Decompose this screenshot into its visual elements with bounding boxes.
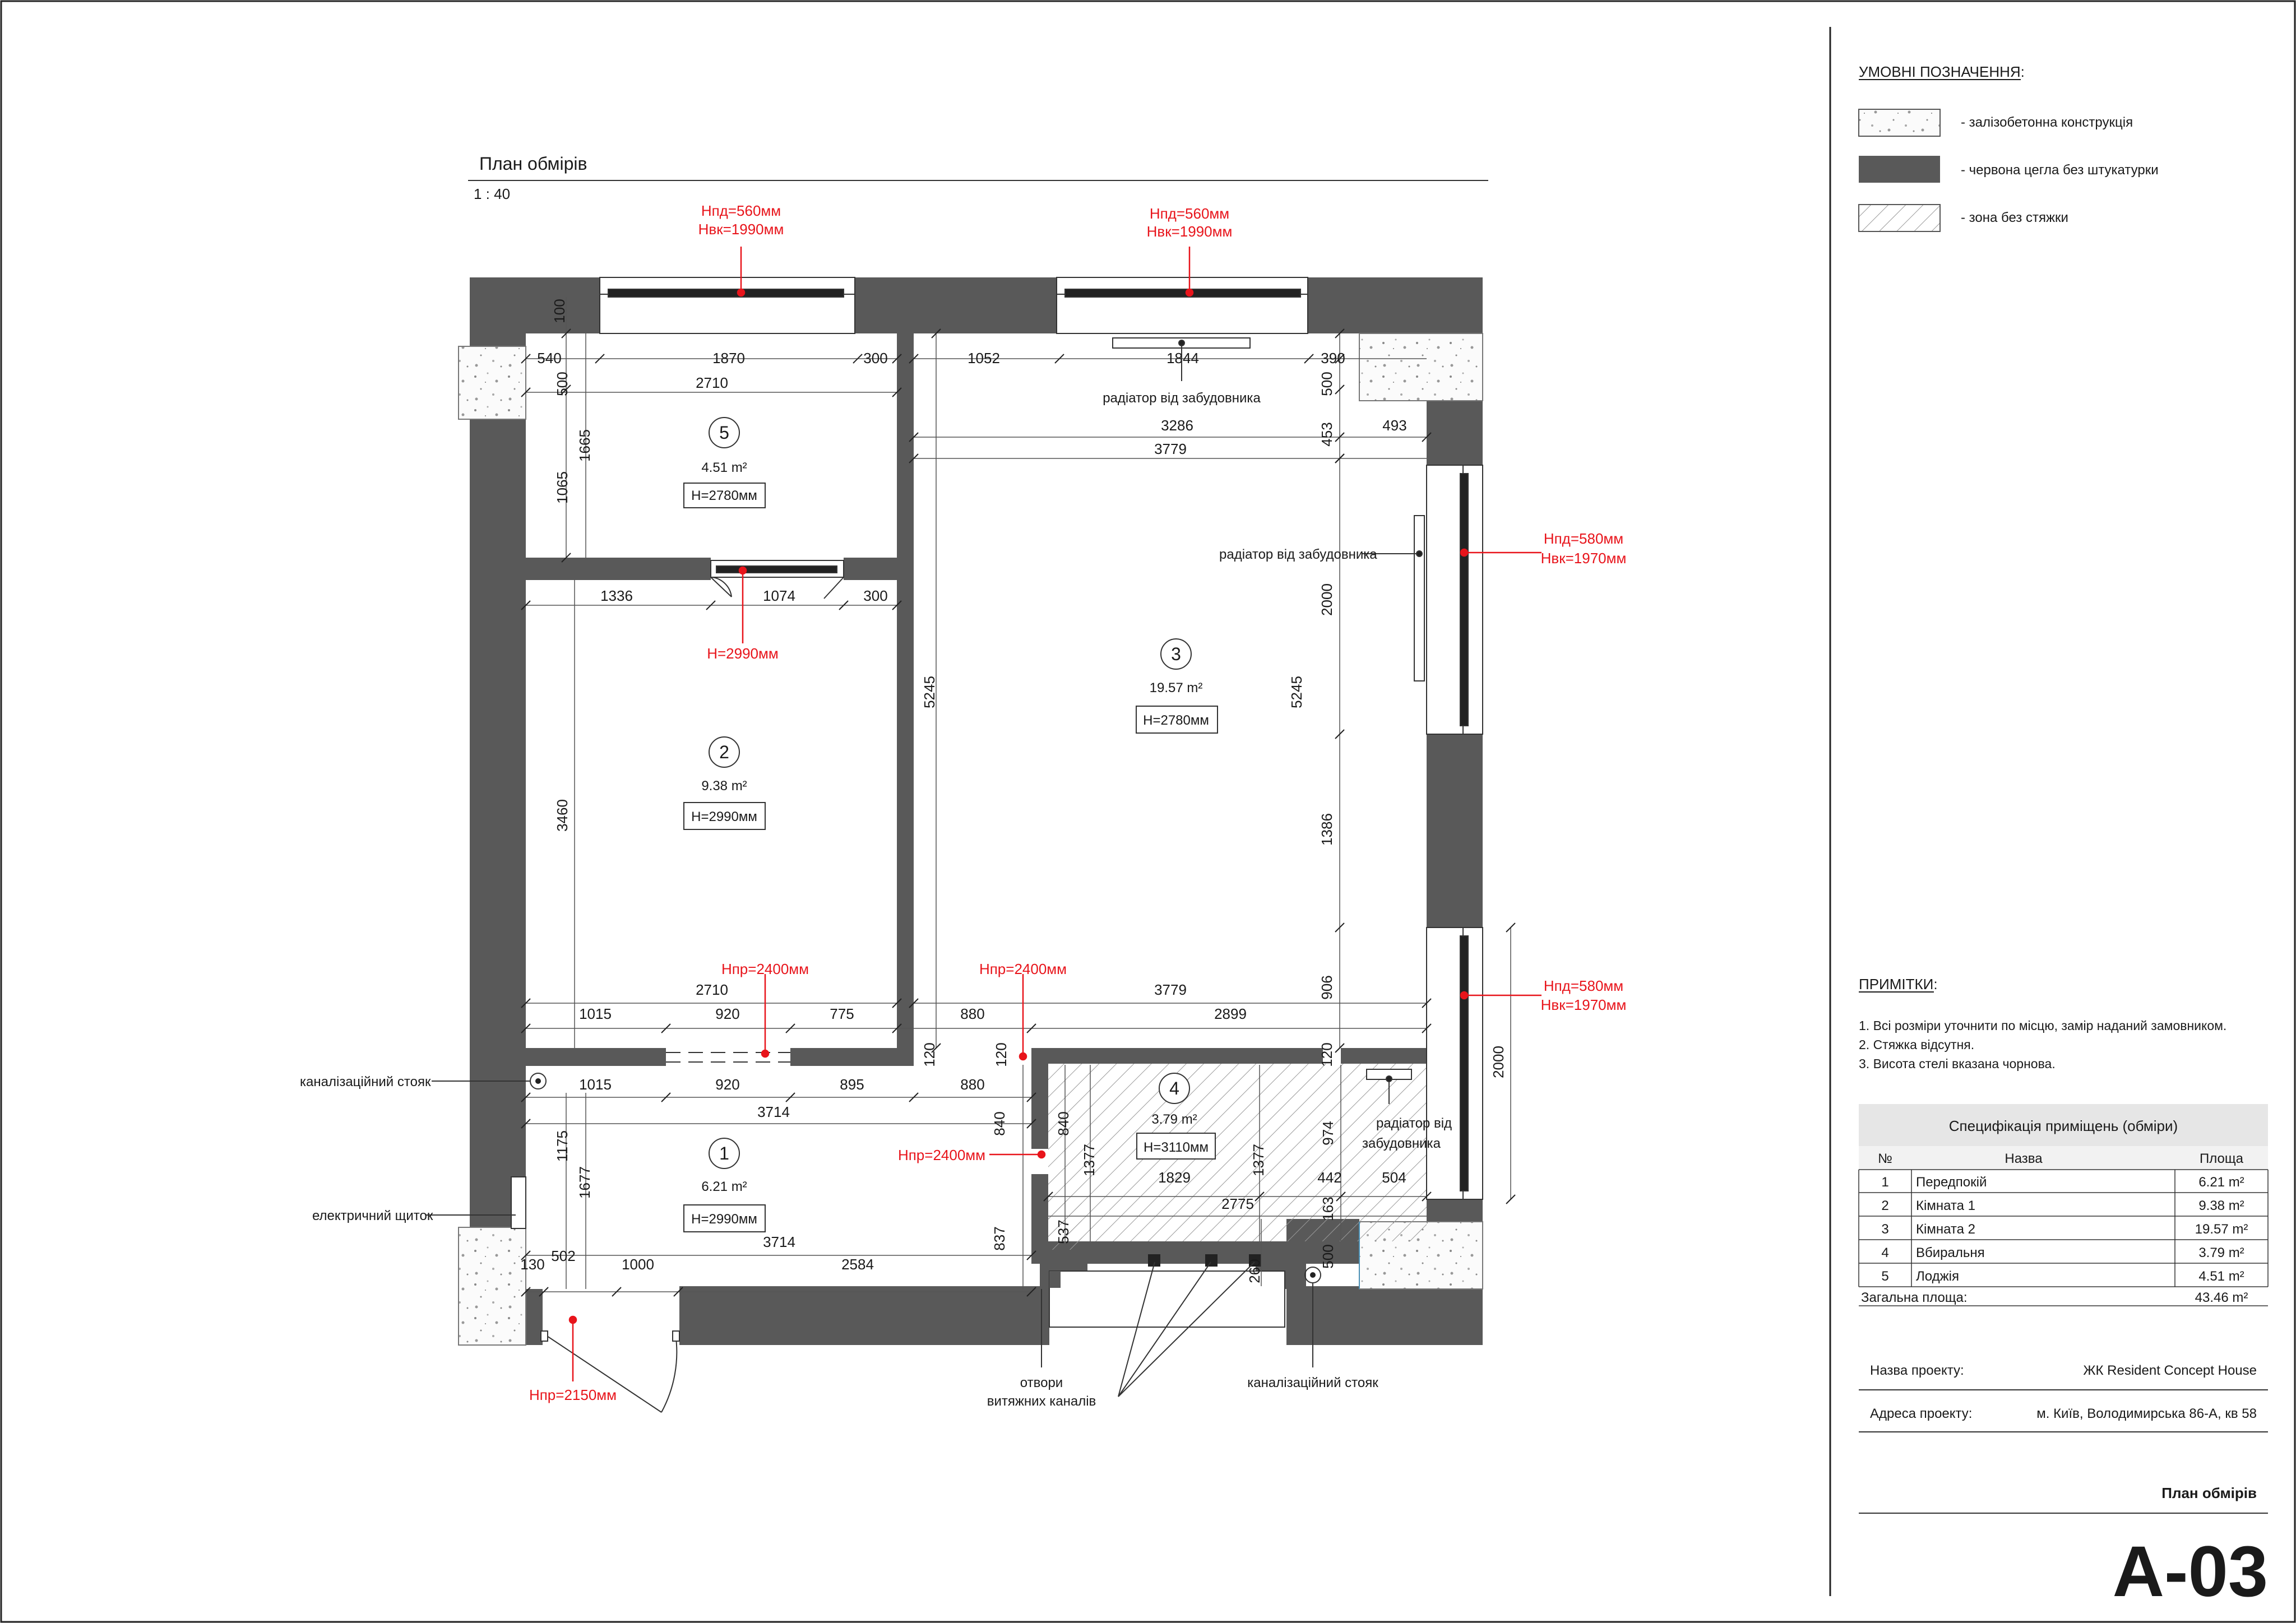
dim-label: 1052 [968, 350, 1000, 367]
spec-header: Назва [2005, 1151, 2043, 1166]
dim-label: 2710 [696, 374, 728, 391]
dim-label: 500 [1318, 372, 1335, 396]
dim-label: 1015 [579, 1076, 612, 1093]
dim-label: 163 [1320, 1197, 1336, 1221]
dim-label: 5245 [1288, 676, 1305, 708]
dim-label: 920 [715, 1076, 740, 1093]
spec-cell: 1 [1881, 1175, 1889, 1190]
dim-label: 130 [520, 1256, 545, 1273]
dim-label: 3779 [1154, 981, 1187, 998]
room-spec-table [1859, 1104, 2268, 1306]
door-height: Нпр=2400мм [979, 961, 1067, 977]
dim-label: 540 [537, 350, 562, 367]
door-height: Нпр=2400мм [721, 961, 809, 977]
dim-label: 1336 [600, 587, 633, 604]
room-height: H=2990мм [691, 1212, 757, 1227]
sheet-code: A-03 [2112, 1532, 2268, 1612]
dim-label: 1665 [576, 429, 593, 462]
dim-label: 100 [551, 299, 568, 323]
dim-label: 775 [830, 1005, 854, 1022]
dim-label: 920 [715, 1005, 740, 1022]
dim-label: 880 [960, 1005, 985, 1022]
legend-title: УМОВНІ ПОЗНАЧЕННЯ: [1859, 63, 2025, 80]
door-height: Нпр=2150мм [529, 1386, 617, 1403]
room-area: 9.38 m² [701, 778, 747, 794]
dim-label: 2584 [841, 1256, 874, 1273]
dim-label: 1844 [1166, 350, 1199, 367]
room-number: 1 [719, 1143, 729, 1163]
dim-label: 537 [1055, 1219, 1072, 1244]
room-height: H=2780мм [1143, 713, 1209, 728]
dim-label: 120 [1318, 1042, 1335, 1067]
dim-label: 442 [1317, 1169, 1342, 1186]
window-sill-height: Нпд=580мм [1543, 977, 1624, 994]
vent-label: отвори [1020, 1375, 1063, 1390]
room-area: 19.57 m² [1149, 680, 1203, 695]
spec-cell: 5 [1881, 1269, 1889, 1284]
window-sill-height: Нпд=580мм [1543, 530, 1624, 547]
sheet-title: План обмірів [2161, 1485, 2257, 1501]
dim-label: 500 [1320, 1244, 1336, 1269]
dim-label: 895 [840, 1076, 864, 1093]
dim-label: 1377 [1250, 1144, 1267, 1176]
floor-plan [300, 202, 1626, 1412]
dim-label: 837 [991, 1226, 1008, 1251]
room-height: H=3110мм [1144, 1140, 1209, 1155]
room-number: 2 [719, 742, 729, 762]
spec-total-value: 43.46 m² [2195, 1290, 2248, 1305]
room-height: H=2780мм [691, 488, 757, 503]
dim-label: 1870 [712, 350, 745, 367]
spec-cell: 9.38 m² [2198, 1198, 2244, 1213]
dim-label: 1377 [1081, 1144, 1098, 1176]
drawing-title: План обмірів [479, 154, 587, 174]
dim-label: 260 [1246, 1259, 1263, 1283]
room-number: 3 [1171, 644, 1181, 664]
dim-label: 2000 [1318, 583, 1335, 616]
spec-cell: Кімната 2 [1916, 1222, 1975, 1237]
window-sill-height: Нпд=560мм [1149, 205, 1230, 222]
dim-label: 5245 [921, 676, 938, 708]
note-item: 2. Стяжка відсутня. [1859, 1037, 1975, 1052]
spec-title: Специфікація приміщень (обміри) [1948, 1117, 2178, 1134]
spec-cell: 19.57 m² [2195, 1222, 2248, 1237]
project-address-label: Адреса проекту: [1870, 1406, 1973, 1421]
room-number: 5 [719, 423, 729, 443]
spec-cell: 3 [1881, 1222, 1889, 1237]
electrical-panel-label: електричний щиток [312, 1208, 433, 1223]
room-area: 3.79 m² [1151, 1112, 1197, 1127]
window-sill-height: Нпд=560мм [701, 202, 781, 219]
spec-header: Площа [2200, 1151, 2243, 1166]
dim-label: 906 [1318, 975, 1335, 1000]
title-block [1859, 1363, 2268, 1612]
room-number: 4 [1169, 1078, 1179, 1098]
spec-cell: Кімната 1 [1916, 1198, 1975, 1213]
radiator-label: радіатор від забудовника [1103, 391, 1261, 406]
dim-label: 453 [1318, 422, 1335, 447]
spec-cell: 4.51 m² [2198, 1269, 2244, 1284]
dim-label: 1829 [1158, 1169, 1191, 1186]
dim-label: 2775 [1221, 1195, 1254, 1212]
vent-label: витяжних каналів [987, 1394, 1096, 1409]
dim-label: 2710 [696, 981, 728, 998]
spec-cell: Передпокій [1916, 1175, 1987, 1190]
notes [1859, 976, 2226, 1071]
spec-header: № [1878, 1151, 1892, 1166]
legend-item: - червона цегла без штукатурки [1961, 163, 2159, 178]
dim-label: 500 [554, 372, 571, 396]
project-name: ЖК Resident Concept House [2083, 1363, 2257, 1378]
spec-cell: Лоджія [1916, 1269, 1959, 1284]
door-height: Нпр=2400мм [897, 1147, 986, 1163]
project-name-label: Назва проекту: [1870, 1363, 1964, 1378]
dim-label: 1074 [763, 587, 795, 604]
window-top-height: Нвк=1990мм [1146, 223, 1233, 240]
window-top-height: Нвк=1970мм [1540, 996, 1627, 1013]
dim-label: 493 [1382, 417, 1407, 434]
spec-cell: Вбиральня [1916, 1245, 1985, 1260]
note-item: 1. Всі розміри уточнити по місцю, замір наданий замовником. [1859, 1018, 2227, 1033]
dim-label: 840 [991, 1111, 1008, 1136]
radiator-label: радіатор від [1376, 1116, 1452, 1131]
spec-cell: 4 [1881, 1245, 1889, 1260]
dim-label: 120 [993, 1042, 1010, 1067]
dim-label: 974 [1320, 1121, 1336, 1146]
dim-label: 3286 [1161, 417, 1193, 434]
dim-label: 880 [960, 1076, 985, 1093]
door-height: H=2990мм [707, 645, 779, 662]
project-address: м. Київ, Володимирська 86-А, кв 58 [2036, 1406, 2257, 1421]
room-area: 4.51 m² [701, 460, 747, 475]
notes-title: ПРИМІТКИ: [1859, 976, 1938, 993]
dim-label: 120 [921, 1042, 938, 1067]
dim-label: 1065 [554, 471, 571, 504]
dim-label: 840 [1055, 1111, 1072, 1136]
window-top-height: Нвк=1970мм [1540, 550, 1627, 567]
dim-label: 3714 [757, 1103, 790, 1120]
legend-item: - зона без стяжки [1961, 210, 2068, 225]
dim-label: 3714 [763, 1234, 795, 1250]
dim-label: 502 [551, 1248, 576, 1264]
room-height: H=2990мм [691, 809, 757, 824]
window-top-height: Нвк=1990мм [698, 221, 784, 238]
dim-label: 300 [863, 587, 888, 604]
dim-label: 1677 [576, 1166, 593, 1199]
sewer-stack-label: каналізаційний стояк [1247, 1375, 1378, 1390]
drawing-scale: 1 : 40 [474, 186, 511, 202]
room-area: 6.21 m² [701, 1179, 747, 1194]
dim-label: 300 [863, 350, 888, 367]
dim-label: 2899 [1214, 1005, 1247, 1022]
legend-item: - залізобетонна конструкція [1961, 115, 2133, 130]
dim-label: 1175 [554, 1130, 571, 1162]
dim-label: 3460 [554, 799, 571, 832]
radiator-label: радіатор від забудовника [1219, 547, 1377, 562]
spec-total-label: Загальна площа: [1861, 1290, 1968, 1305]
legend [1859, 63, 2159, 231]
dim-label: 1000 [622, 1256, 654, 1273]
dim-label: 1386 [1318, 813, 1335, 846]
sewer-stack-label: каналізаційний стояк [300, 1074, 431, 1089]
note-item: 3. Висота стелі вказана чорнова. [1859, 1056, 2056, 1071]
spec-cell: 2 [1881, 1198, 1889, 1213]
spec-cell: 6.21 m² [2198, 1175, 2244, 1190]
dim-label: 390 [1321, 350, 1345, 367]
dim-label: 1015 [579, 1005, 612, 1022]
dim-label: 504 [1382, 1169, 1406, 1186]
dim-label: 3779 [1154, 440, 1187, 457]
spec-cell: 3.79 m² [2198, 1245, 2244, 1260]
dim-label: 2000 [1490, 1046, 1507, 1078]
radiator-label: забудовника [1362, 1136, 1441, 1151]
